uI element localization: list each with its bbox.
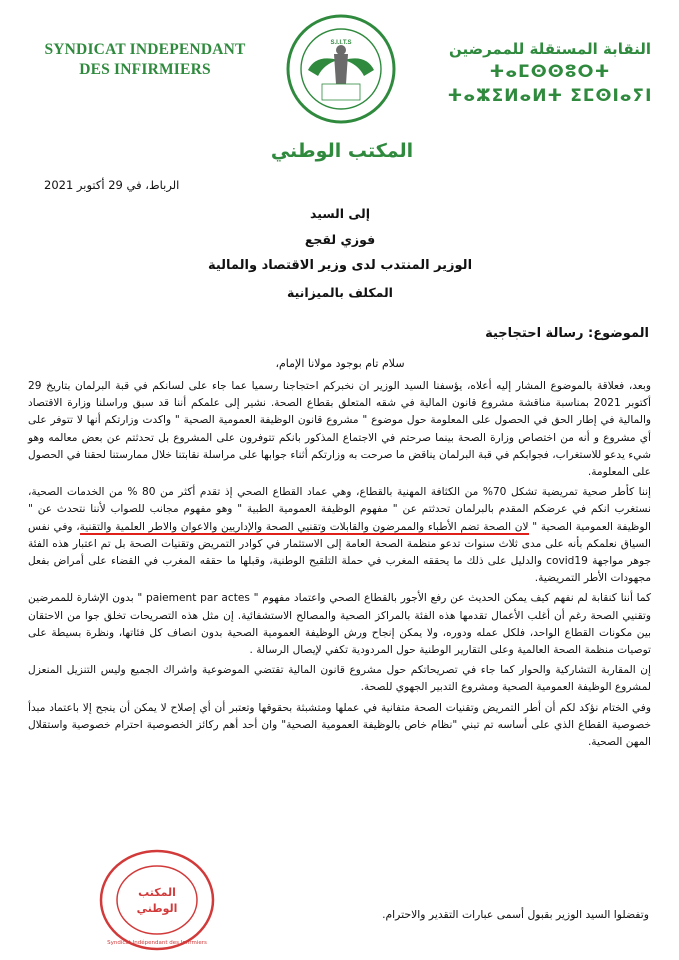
official-stamp-icon: [98, 848, 216, 952]
recipient-name: فوزي لقجع: [304, 232, 376, 247]
stamp-center-line2: الوطني: [136, 902, 178, 915]
org-name-fr-line2: DES INFIRMIERS: [79, 61, 211, 78]
org-name-arabic: النقابة المستقلة للممرضين: [448, 40, 652, 58]
body-paragraph-3: كما أننا كنقابة لم نفهم كيف يمكن الحديث عن رفع الأجور بالقطاع الصحي واعتماد مفهوم " paiement par actes " بدون الإشارة للممرضين وتقنيي الصحة رغم أن أغلب الأعمال تقدمها هذه الفئة بالمراكز الصحية والمصالح الاستشفائية. إن مثل هذه التصريحات تخلق جوا من الاحتقان بين مكونات القطاع الواحد، فلكل عمله ودوره، ولا يمكن إنجاح ورش الوظيفة العمومية الصحية بدون انصاف كل فئاتها، ونظرة بسيطة على توصيات منظمة الصحة العالمية وعلى التقارير الوطنية حول المردودية تكفي لإيصال الرسالة .: [28, 592, 651, 657]
org-name-tifinagh: ⵜⴰⵎⵙⵙⵓⵔⵜ ⵜⴰⵣⵉⵍⴰⵍⵜ ⵉⵎⵙⵏⴰⵢⵏ: [447, 62, 653, 106]
letter-subject: الموضوع: رسالة احتجاجية: [485, 326, 649, 341]
body-paragraph-1: وبعد، فعلاقة بالموضوع المشار إليه أعلاه، يؤسفنا السيد الوزير ان نخبركم احتجاجنا رسميا عما جاء على لسانكم في قبة البرلمان بتاريخ 29 أكتوبر 2021 بمناسبة مناقشة مشروع قانون المالية في شقه المتعلق بقطاع الصحة. نشير إلى علمكم أننا قد سبق وراسلنا وزارة الاقتصاد والمالية في إطار الحق في الحصول على المعلومة حول موضوع " مشروع قانون الوظيفة العمومية الصحية " واكدت وزارتكم أنها لا تتوفر على أي مشروع و أنه من اختصاص وزارة الصحة بينما صرحتم في الاجتماع المذكور بانكم تتوفرون على المشروع بل تحدثتم عن بعض معالمه وهو شيء يدعو للاستغراب، فجوابكم في قبة البرلمان يناقض ما صرحت به وزارتكم أثناء جوابها على مراسلة نقابتنا خلال ممارستنا لحقنا في الحصول على المعلومة.: [28, 380, 651, 479]
org-name-french: [20, 40, 270, 80]
letter-body: [28, 378, 651, 754]
logo-acronym: S.I.I.T.S: [330, 40, 352, 46]
letter-greeting: سلام تام بوجود مولانا الإمام،: [275, 357, 405, 370]
org-name-fr-line1: SYNDICAT INDEPENDANT: [44, 41, 246, 58]
stamp-center-line1: المكتب: [138, 886, 176, 899]
highlighted-phrase: لان الصحة تضم الأطباء والممرضون والقابلات وتقنيي الصحة والإداريين والاعوان والاطر العلمية والتقنية: [79, 520, 529, 533]
national-bureau-label: المكتب الوطني: [270, 140, 414, 162]
recipient-title: الوزير المنتدب لدى وزير الاقتصاد والمالية: [207, 258, 473, 273]
body-paragraph-2: إننا كأطر صحية تمريضية تشكل 70% من الكثافة المهنية بالقطاع، وهي عماد القطاع الصحي إذ تقدم أكثر من 80 % من الخدمات الصحية، نستغرب انكم في عرضكم المقدم بالبرلمان تحدثتم عن " مفهوم الوظيفة العمومية الطبية " وهو مفهوم مجانب للصواب لأننا نتحدث عن " الوظيفة العمومية الصحية " لان الصحة تضم الأطباء والممرضون والقابلات وتقنيي الصحة والإداريين والاعوان والاطر العلمية والتقنية، وفي نفس السياق نعلمكم بأنه على مدى ثلاث سنوات تدعو منظمة الصحة العامة إلى الاستثمار في كوادر التمريض وتقنيات الصحة بل تم اعتبار هذه الفئة جوهر مواجهة covid19 والدليل على ذلك ما يحققه المغرب في حملة التلقيح الوطنية، وقبلها ما حققه المغرب في القضاء على أمراض بفعل مجهودات الأطر التمريضية.: [28, 486, 651, 585]
body-paragraph-4: إن المقاربة التشاركية والحوار كما جاء في تصريحاتكم حول مشروع قانون المالية تقتضي الموضوعية واشراك الجميع وليس التنزيل المنعزل لمشروع الوظيفة العمومية الصحية ومشروع التدبير الجهوي للصحة.: [28, 664, 651, 694]
org-name-arabic-block: [435, 38, 665, 108]
letter-closing: وتفضلوا السيد الوزير بقبول أسمى عبارات التقدير والاحترام.: [382, 908, 649, 921]
letter-date: الرباط، في 29 أكتوبر 2021: [44, 178, 180, 192]
body-paragraph-5: وفي الختام نؤكد لكم أن أطر التمريض وتقنيات الصحة متفانية في عملها ومتشبثة بحقوقها وتعتبر أن أي إصلاح لا يمكن أن ينجح إلا باعتماد مبدأ خصوصية القطاع الذي على أساسه تم تبني "نظام خاص بالوظيفة العمومية الصحية" وان أحد أهم ركائز الخصوصية احترام خصوصية واستقلال المهن الصحية.: [28, 701, 651, 749]
recipient-subtitle: المكلف بالميزانية: [287, 285, 393, 300]
recipient-salutation: إلى السيد: [310, 206, 370, 221]
union-logo-icon: [286, 14, 396, 124]
stamp-ring-text: Syndicat Indépendant des Infirmiers: [107, 940, 207, 946]
